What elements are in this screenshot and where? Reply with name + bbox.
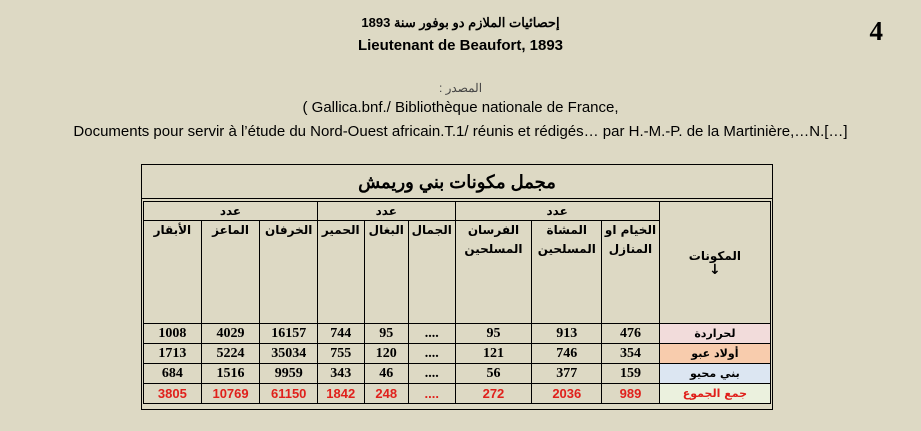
table-cell: 5224 [201, 344, 260, 364]
table-row [144, 344, 771, 364]
table-cell: 120 [364, 344, 408, 364]
table-cell: 755 [318, 344, 365, 364]
row-label: أولاد عبو [659, 344, 770, 364]
column-header-cavalry: الفرسان المسلحين [455, 221, 532, 324]
table-cell: 1713 [144, 344, 202, 364]
table-cell: 684 [144, 364, 202, 384]
column-header-sheep: الخرفان [260, 221, 318, 324]
components-header-label: المكونات [688, 248, 742, 263]
table-cell: .... [409, 344, 456, 364]
table-cell: 56 [455, 364, 532, 384]
title-french: Lieutenant de Beaufort, 1893 [357, 37, 564, 54]
table-cell: 248 [364, 384, 408, 404]
table-cell: 95 [455, 324, 532, 344]
source-label: المصدر : [438, 81, 483, 95]
row-label: لحراردة [659, 324, 770, 344]
table-row [144, 364, 771, 384]
table-cell: 1842 [318, 384, 365, 404]
table-cell: 16157 [260, 324, 318, 344]
table-cell: 2036 [532, 384, 602, 404]
page-number: 4 [869, 16, 883, 46]
table-cell: 35034 [260, 344, 318, 364]
statistics-table-box [141, 164, 773, 410]
table-cell: 159 [602, 364, 660, 384]
table-cell: 10769 [201, 384, 260, 404]
row-label: جمع الجموع [659, 384, 770, 404]
table-cell: .... [409, 324, 456, 344]
table-cell: 46 [364, 364, 408, 384]
column-header-donkeys: الحمير [318, 221, 365, 324]
table-cell: 3805 [144, 384, 202, 404]
group-header-livestock: عدد [144, 202, 318, 221]
table-cell: 95 [364, 324, 408, 344]
table-cell: 9959 [260, 364, 318, 384]
table-cell: 1008 [144, 324, 202, 344]
table-cell: 272 [455, 384, 532, 404]
row-label: بني محيو [659, 364, 770, 384]
table-cell: 989 [602, 384, 660, 404]
components-header [659, 202, 770, 324]
table-cell: 354 [602, 344, 660, 364]
column-header-mules: البغال [364, 221, 408, 324]
table-cell: 744 [318, 324, 365, 344]
table-cell: 4029 [201, 324, 260, 344]
table-cell: 913 [532, 324, 602, 344]
table-cell: .... [409, 364, 456, 384]
column-header-infantry: المشاة المسلحين [532, 221, 602, 324]
down-arrow-icon: ↓ [709, 261, 721, 278]
table-caption: مجمل مكونات بني وريمش [142, 165, 772, 199]
table-cell: 121 [455, 344, 532, 364]
table-cell: 1516 [201, 364, 260, 384]
table-row-total [144, 384, 771, 404]
source-line-1: ( Gallica.bnf./ Bibliothèque nationale de France, [302, 99, 619, 116]
table-row [144, 324, 771, 344]
group-header-animals: عدد [318, 202, 456, 221]
column-header-cattle: الأبقار [144, 221, 202, 324]
table-cell: 377 [532, 364, 602, 384]
table-cell: .... [409, 384, 456, 404]
table-cell: 476 [602, 324, 660, 344]
table-cell: 343 [318, 364, 365, 384]
title-arabic: إحصائيات الملازم دو بوفور سنة 1893 [361, 15, 560, 30]
group-header-people: عدد [455, 202, 659, 221]
column-header-tents: الخيام او المنازل [602, 221, 660, 324]
table-cell: 61150 [260, 384, 318, 404]
table-cell: 746 [532, 344, 602, 364]
statistics-table [143, 201, 771, 404]
column-header-camels: الجمال [409, 221, 456, 324]
column-header-goats: الماعز [201, 221, 260, 324]
source-line-2: Documents pour servir à l’étude du Nord-Ouest africain.T.1/ réunis et rédigés… par H.-M.-P. de la Martinière,…N.[…] [73, 123, 848, 140]
